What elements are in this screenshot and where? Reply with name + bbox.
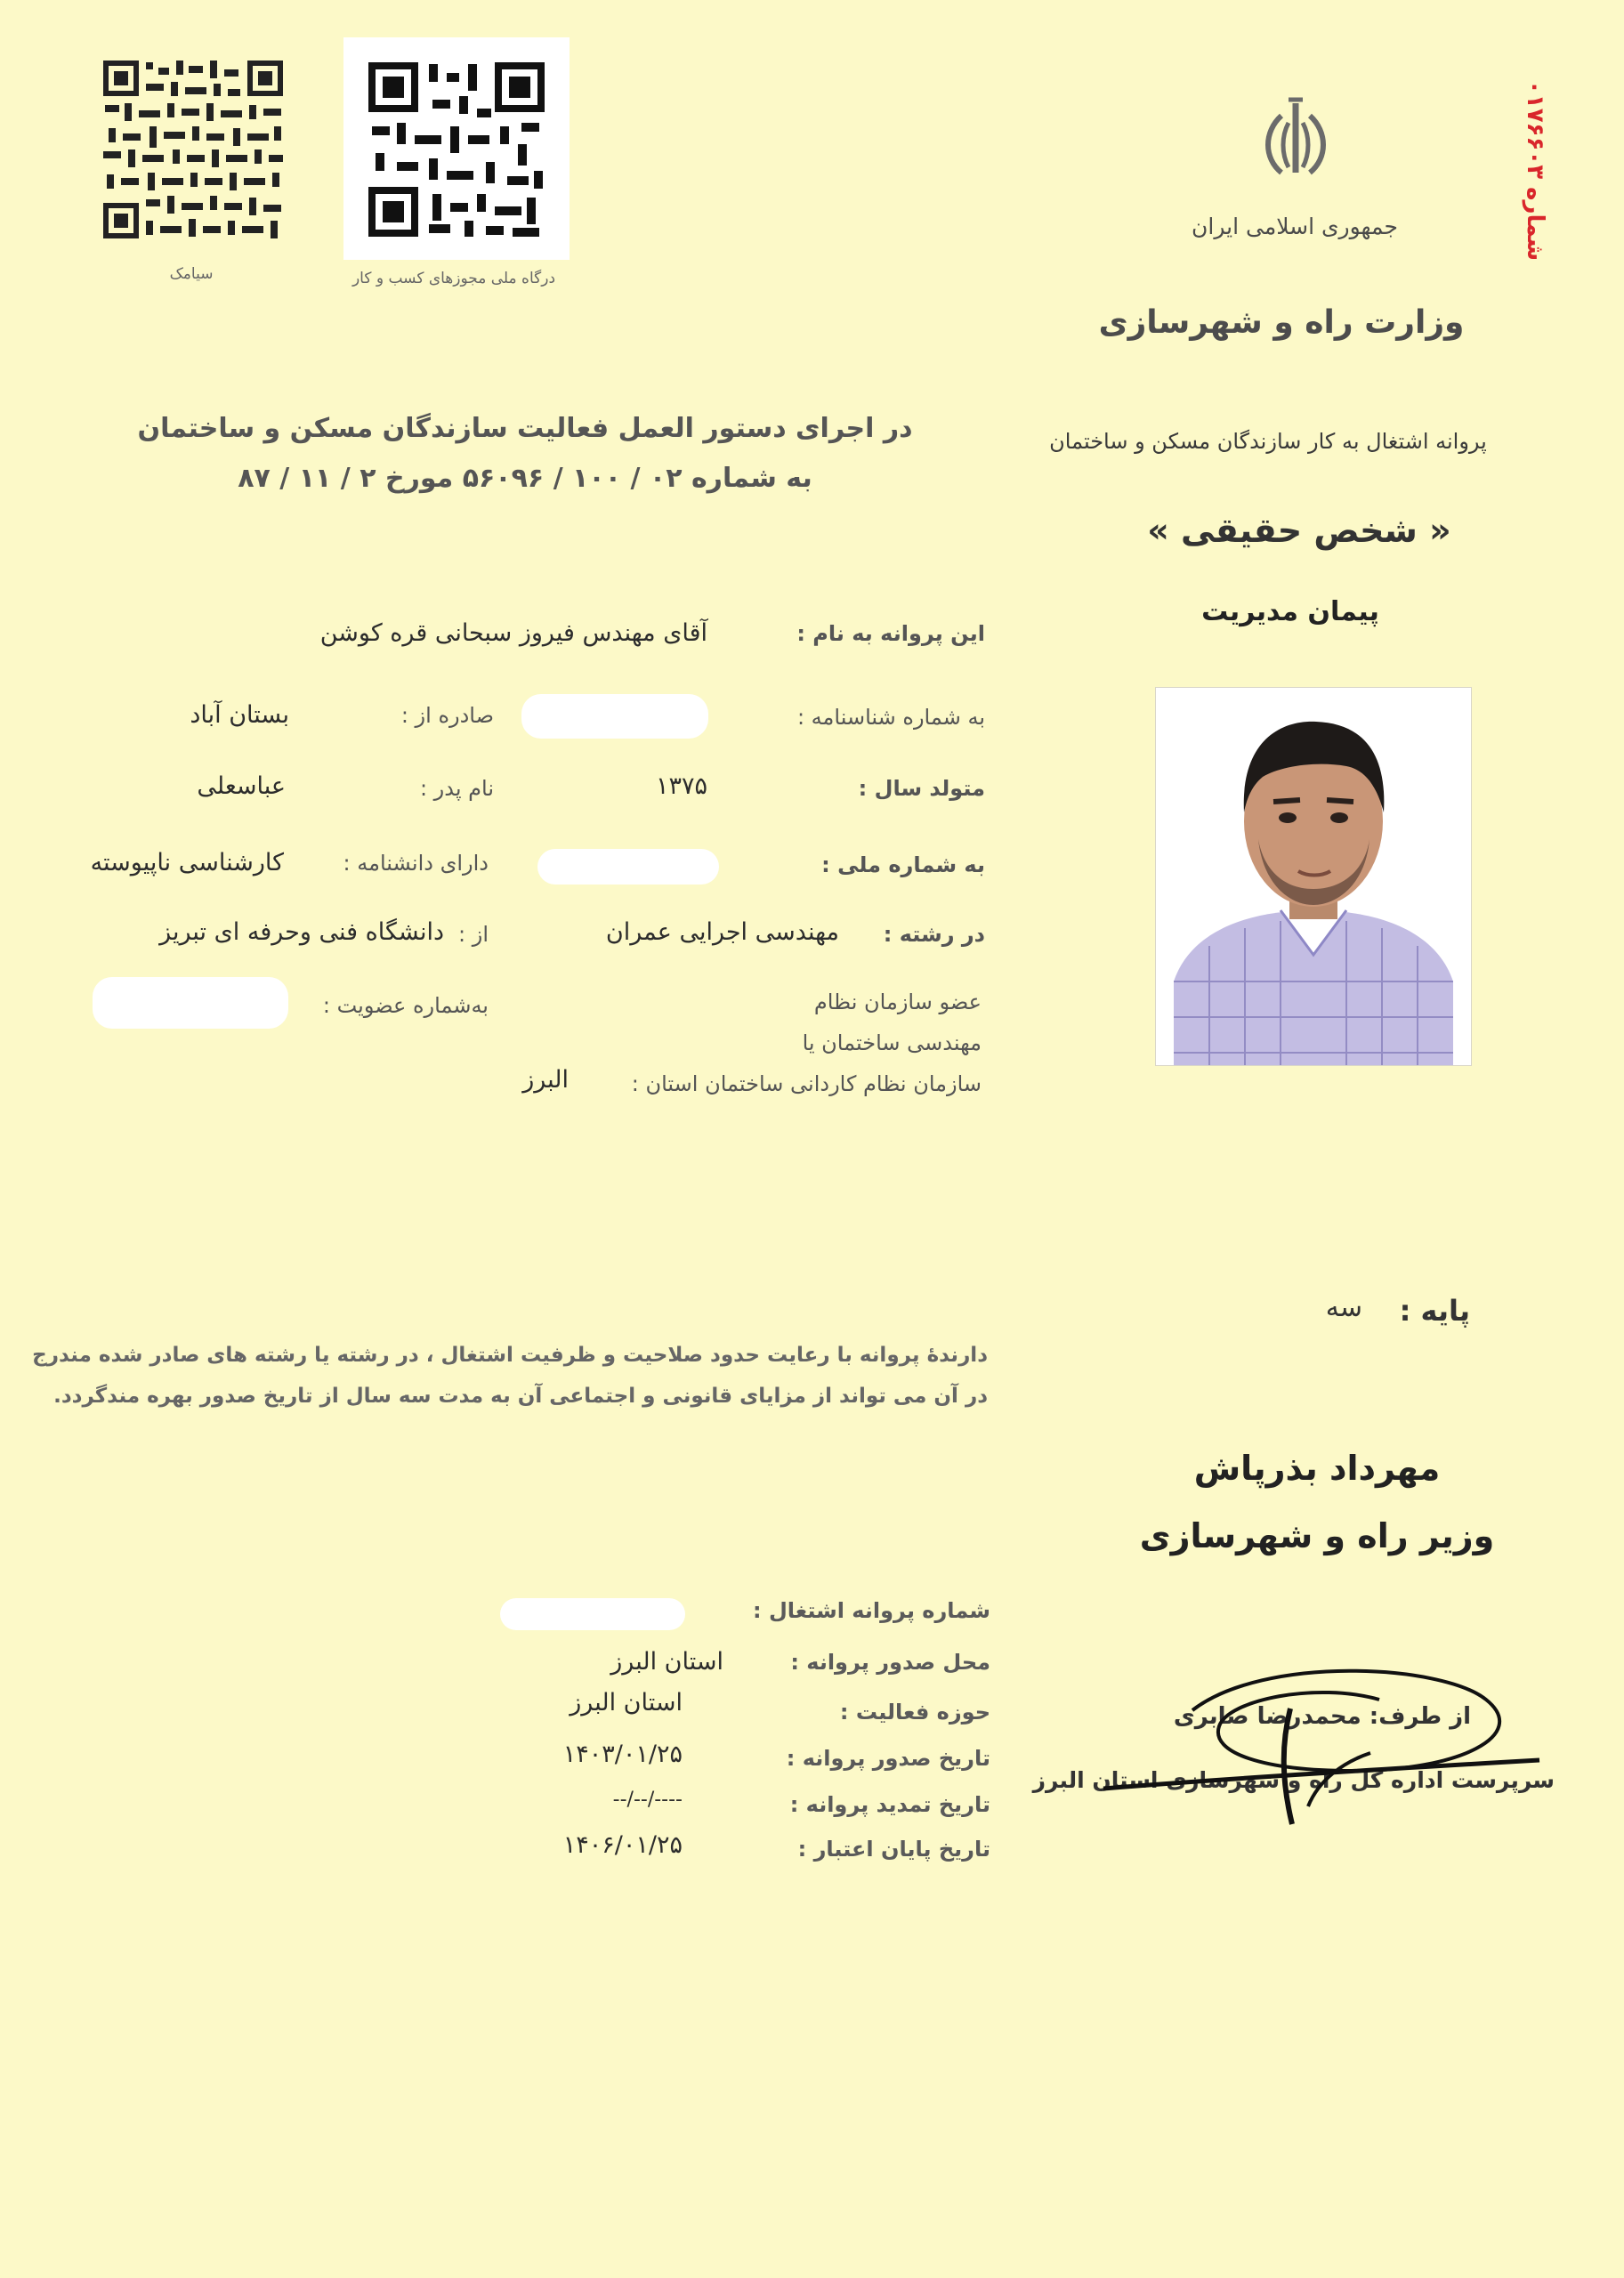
activity-scope-value: استان البرز (570, 1689, 683, 1717)
license-title: پروانه اشتغال به کار سازندگان مسکن و ساختمان (1049, 429, 1487, 454)
decree-line-1: در اجرای دستور العمل فعالیت سازندگان مسکن و ساختمان (137, 413, 913, 444)
terms-line-2: در آن می تواند از مزایای قانونی و اجتماعی آن به مدت سه سال از تاریخ صدور بهره مندگردد. (53, 1385, 988, 1408)
father-name-label: نام پدر : (419, 776, 494, 801)
membership-province: البرز (522, 1066, 569, 1094)
serial-number: شماره ۰۱۷۶۶۰۳ (1522, 80, 1548, 262)
issue-place-label: محل صدور پروانه : (790, 1650, 990, 1675)
qr-caption-right: درگاه ملی مجوزهای کسب و کار (351, 270, 556, 287)
license-number-redacted (500, 1598, 685, 1630)
membership-line-3: سازمان نظام کاردانی ساختمان استان : (631, 1071, 982, 1096)
expiry-date-value: ۱۴۰۶/۰۱/۲۵ (562, 1831, 683, 1859)
issue-date-value: ۱۴۰۳/۰۱/۲۵ (562, 1741, 683, 1768)
qr-code-left (100, 57, 287, 242)
membership-line-2: مهندسی ساختمان یا (802, 1030, 982, 1055)
name-label: این پروانه به نام : (796, 621, 985, 646)
university-value: دانشگاه فنی وحرفه ای تبریز (159, 918, 444, 946)
birth-year-label: متولد سال : (858, 776, 985, 801)
national-id-label: به شماره ملی : (821, 852, 985, 877)
grade-value: سه (1325, 1292, 1362, 1323)
signatory-on-behalf: از طرف: محمدرضا صابری (1173, 1703, 1471, 1730)
issued-from-value: بستان آباد (190, 701, 289, 729)
grade-label: پایه : (1399, 1294, 1470, 1328)
decree-line-2: به شماره ۰۲ / ۱۰۰ / ۵۶۰۹۶ مورخ ۲ / ۱۱ / ۸۷ (238, 463, 812, 494)
activity-scope-label: حوزه فعالیت : (839, 1700, 990, 1725)
person-photo (1155, 687, 1472, 1066)
university-label: از : (458, 922, 489, 947)
signatory-title: سرپرست اداره کل راه و شهرسازی استان البرز (1032, 1767, 1555, 1793)
issue-place-value: استان البرز (610, 1648, 723, 1676)
minister-title: وزیر راه و شهرسازی (1139, 1516, 1495, 1555)
membership-number-redacted (93, 977, 288, 1029)
minister-name: مهرداد بذرپاش (1193, 1449, 1441, 1488)
issue-date-label: تاریخ صدور پروانه : (786, 1746, 990, 1771)
father-name-value: عباسعلی (197, 772, 286, 800)
membership-line-1: عضو سازمان نظام (813, 990, 982, 1014)
terms-line-1: دارندهٔ پروانه با رعایت حدود صلاحیت و ظرفیت اشتغال ، در رشته یا رشته های صادر شده مندرج (32, 1344, 988, 1367)
id-number-label: به شماره شناسنامه : (796, 705, 985, 730)
country-name: جمهوری اسلامی ایران (1192, 214, 1398, 239)
renewal-date-value: ----/--/-- (612, 1789, 683, 1811)
person-type: « شخص حقیقی » (1147, 511, 1451, 550)
degree-value: کارشناسی ناپیوسته (90, 849, 284, 876)
degree-label: دارای دانشنامه : (343, 851, 489, 876)
qr-caption-left: سیامک (169, 265, 214, 283)
ministry-title: وزارت راه و شهرسازی (1098, 304, 1465, 341)
field-of-study-label: در رشته : (883, 922, 985, 947)
national-id-redacted (537, 849, 719, 885)
iran-emblem-icon (1255, 96, 1337, 185)
issued-from-label: صادره از : (400, 703, 494, 728)
signature-mark (1086, 1646, 1548, 1833)
name-value: آقای مهندس فیروز سبحانی قره کوشن (319, 619, 707, 647)
qr-code-right (343, 37, 570, 260)
membership-number-label: به‌شماره عضویت : (322, 993, 489, 1018)
license-number-label: شماره پروانه اشتغال : (752, 1598, 990, 1623)
renewal-date-label: تاریخ تمدید پروانه : (789, 1792, 990, 1817)
expiry-date-label: تاریخ پایان اعتبار : (797, 1837, 990, 1862)
field-of-study-value: مهندسی اجرایی عمران (605, 918, 839, 946)
id-number-redacted (521, 694, 708, 739)
birth-year-value: ۱۳۷۵ (655, 772, 707, 800)
qualification: پیمان مدیریت (1201, 596, 1379, 627)
